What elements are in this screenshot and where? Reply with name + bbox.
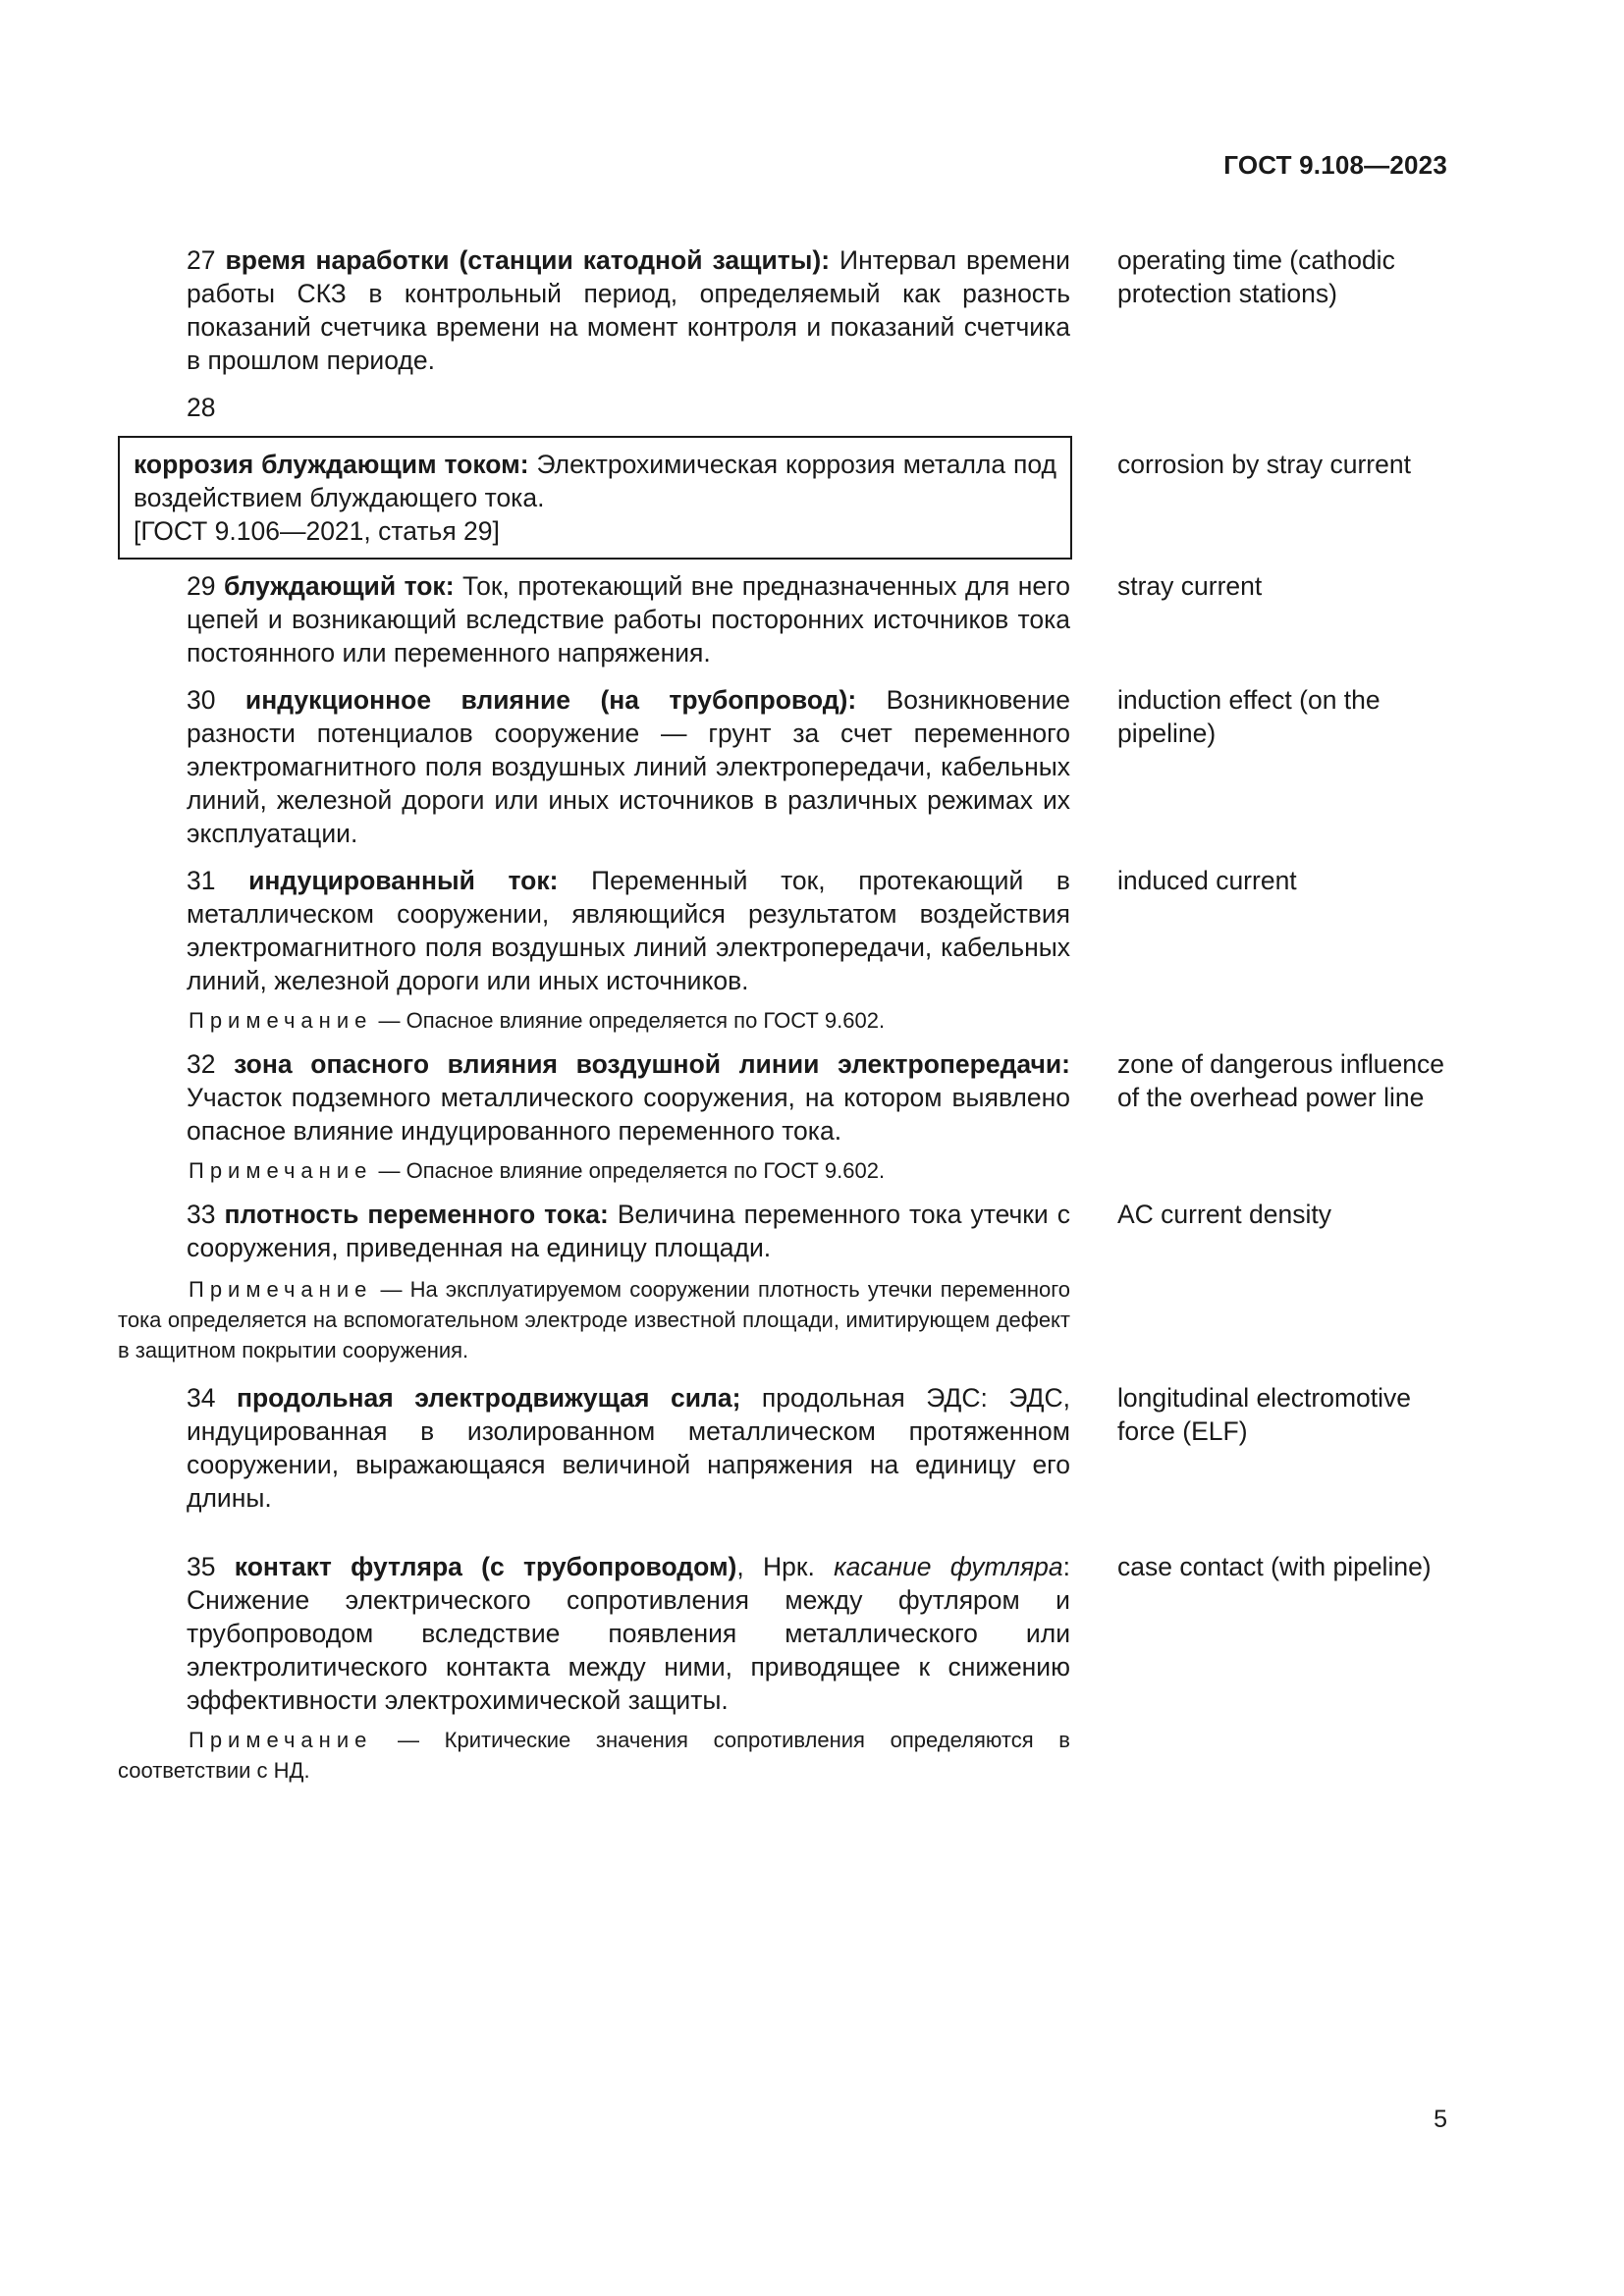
term-note — [118, 1155, 1070, 1186]
term-definition: Интервал времени работы СКЗ в контрольный период, определяемый как разность показаний счетчика времени на момент контроля и показаний счетчика в прошлом периоде. — [187, 245, 1070, 375]
term-en: stray current — [1117, 571, 1263, 601]
term-entry-30 — [118, 683, 1453, 850]
term-number: 32 — [187, 1049, 216, 1079]
term-entry-31 — [118, 864, 1453, 997]
term-definition: Возникновение разности потенциалов сооружение — грунт за счет переменного электромагнитного поля воздушных линий электропередачи, кабельных линий, железной дороги или иных источников в различных режимах их эксплуатации. — [187, 685, 1070, 848]
note-text: — На эксплуатируемом сооружении плотность утечки переменного тока определяется на вспомогательном электроде известной площади, имитирующем дефект в защитном покрытии сооружения. — [118, 1277, 1070, 1362]
term-entry-33 — [118, 1198, 1453, 1264]
term-number: 34 — [187, 1383, 216, 1413]
term-entry-35: 35 контакт футляра (с трубопроводом), Нрк. касание футляра: Снижение электрического сопротивления между футляром и трубопроводом вследствие появления металлического или электролитического контакта между ними, приводящее к снижению эффективности электрохимической защиты. case contact (with pipeline) — [118, 1550, 1453, 1717]
term-definition: продольная ЭДС: ЭДС, индуцированная в изолированном металлическом протяженном сооружении, выражающаяся величиной напряжения на единицу его длины. — [187, 1383, 1070, 1513]
note-label: Примечание — [189, 1728, 373, 1752]
page-number: 5 — [1434, 2106, 1447, 2133]
term-definition: Снижение электрического сопротивления между футляром и трубопроводом вследствие появления металлического или электролитического контакта между ними, приводящее к снижению эффективности электрохимической защиты. — [187, 1585, 1070, 1715]
term-en: operating time (cathodic protection stations) — [1117, 245, 1395, 308]
term-entry-29 — [118, 569, 1453, 669]
deprecated-term: касание футляра — [834, 1552, 1063, 1581]
document-header: ГОСТ 9.108—2023 — [1223, 150, 1447, 180]
term-en: zone of dangerous influence of the overhead power line — [1117, 1049, 1444, 1112]
term-en: longitudinal electromotive force (ELF) — [1117, 1383, 1412, 1446]
term-number: 33 — [187, 1200, 216, 1229]
term-definition: Ток, протекающий вне предназначенных для него цепей и возникающий вследствие работы посторонних источников тока постоянного или переменного напряжения. — [187, 571, 1070, 667]
term-number: 29 — [187, 571, 216, 601]
terms-list — [118, 243, 1453, 1786]
term-definition: Электрохимическая коррозия металла под воздействием блуждающего тока. — [134, 450, 1056, 512]
term-entry-28 — [118, 436, 1453, 560]
term-title: продольная электродвижущая сила; — [236, 1383, 741, 1413]
term-en: induced current — [1117, 866, 1297, 895]
term-title: плотность переменного тока: — [224, 1200, 609, 1229]
term-title: индуцированный ток: — [248, 866, 559, 895]
term-number: 31 — [187, 866, 216, 895]
term-note — [118, 1725, 1070, 1786]
note-text: — Опасное влияние определяется по ГОСТ 9.602. — [378, 1008, 886, 1033]
term-entry-27 — [118, 243, 1453, 377]
term-number: 27 — [187, 245, 216, 275]
term-en: corrosion by stray current — [1117, 450, 1411, 479]
term-title: блуждающий ток: — [223, 571, 455, 601]
note-label: Примечание — [189, 1158, 373, 1183]
term-en: AC current density — [1117, 1200, 1331, 1229]
term-title: контакт футляра (с трубопроводом) — [234, 1552, 737, 1581]
quoted-term-box — [118, 436, 1072, 560]
term-entry-32 — [118, 1047, 1453, 1148]
term-title: время наработки (станции катодной защиты): — [225, 245, 831, 275]
term-en: induction effect (on the pipeline) — [1117, 685, 1380, 748]
term-definition: Участок подземного металлического сооружения, на котором выявлено опасное влияние индуцированного переменного тока. — [187, 1083, 1070, 1146]
term-reference: [ГОСТ 9.106—2021, статья 29] — [134, 516, 500, 546]
term-definition: Величина переменного тока утечки с сооружения, приведенная на единицу площади. — [187, 1200, 1070, 1262]
term-number: 30 — [187, 685, 216, 715]
term-entry-28-number — [118, 391, 1453, 424]
term-number: 35 — [187, 1552, 216, 1581]
term-ru — [118, 243, 1070, 377]
note-label: Примечание — [189, 1277, 373, 1302]
term-title: индукционное влияние (на трубопровод): — [244, 685, 857, 715]
term-note — [118, 1005, 1070, 1036]
term-en: case contact (with pipeline) — [1117, 1552, 1432, 1581]
deprecated-marker: , Нрк. — [736, 1552, 815, 1581]
note-label: Примечание — [189, 1008, 373, 1033]
note-text: — Опасное влияние определяется по ГОСТ 9.602. — [378, 1158, 886, 1183]
term-title: зона опасного влияния воздушной линии электропередачи: — [234, 1049, 1070, 1079]
term-entry-34 — [118, 1381, 1453, 1515]
note-text: — Критические значения сопротивления определяются в соответствии с НД. — [118, 1728, 1070, 1783]
term-number: 28 — [187, 393, 216, 422]
term-title: коррозия блуждающим током: — [134, 450, 529, 479]
term-note — [118, 1274, 1070, 1365]
term-definition: Переменный ток, протекающий в металлическом сооружении, являющийся результатом воздействия электромагнитного поля воздушных линий электропередачи, кабельных линий, железной дороги или иных источников. — [187, 866, 1070, 995]
